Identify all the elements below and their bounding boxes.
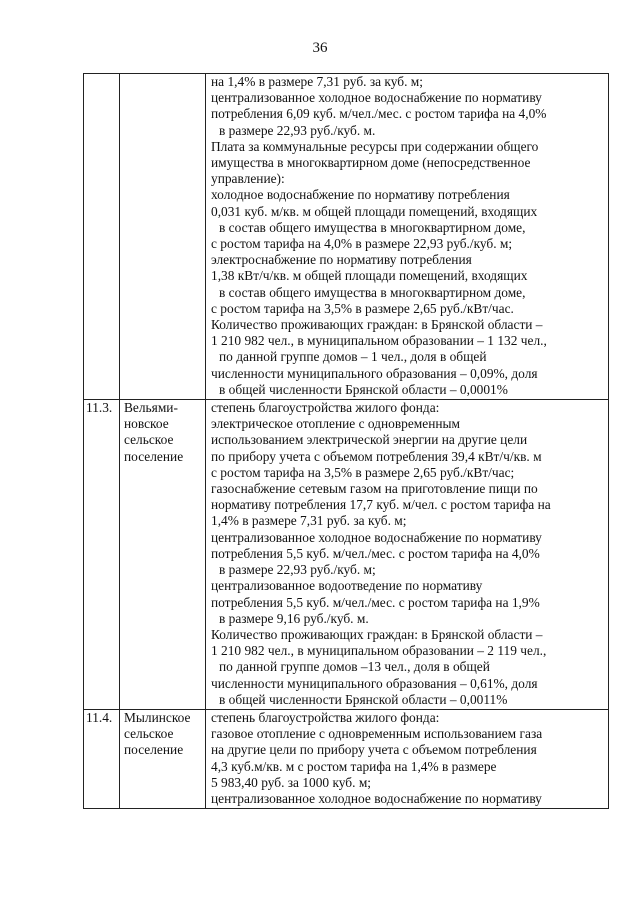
description-line: электроснабжение по нормативу потребления: [211, 252, 472, 268]
description-line: использованием электрической энергии на другие цели: [211, 432, 528, 448]
page-number: 36: [312, 40, 328, 56]
row-number: 11.3.: [84, 400, 120, 710]
description-line: на другие цели по прибору учета с объемом потребления: [211, 742, 537, 758]
description-line: в состав общего имущества в многоквартирном доме,: [219, 219, 526, 235]
description-line: численности муниципального образования – 0,09%, доля: [211, 365, 538, 381]
settlement-name-line: новское: [124, 416, 169, 432]
description-line: нормативу потребления 17,7 куб. м/чел. с ростом тарифа на: [211, 497, 551, 513]
description-line: в размере 22,93 руб./куб. м.: [219, 122, 376, 138]
description-line: степень благоустройства жилого фонда:: [211, 709, 440, 725]
settlement-name-line: сельское: [124, 726, 174, 742]
description-line: 1 210 982 чел., в муниципальном образовании – 1 132 чел.,: [211, 333, 547, 349]
description-line: в общей численности Брянской области – 0,0011%: [219, 691, 508, 707]
description-line: с ростом тарифа на 3,5% в размере 2,65 руб./кВт/час;: [211, 464, 515, 480]
description-line: электрическое отопление с одновременным: [211, 416, 461, 432]
description-line: в состав общего имущества в многоквартирном доме,: [219, 284, 526, 300]
description-line: потребления 6,09 куб. м/чел./мес. с ростом тарифа на 4,0%: [211, 106, 547, 122]
description-line: потребления 5,5 куб. м/чел./мес. с ростом тарифа на 1,9%: [211, 594, 540, 610]
description-line: по прибору учета с объемом потребления 39,4 кВт/ч/кв. м: [211, 448, 542, 464]
description-line: в размере 22,93 руб./куб. м;: [219, 562, 376, 578]
description-line: в общей численности Брянской области – 0,0001%: [219, 381, 508, 397]
description-line: 1,38 кВт/ч/кв. м общей площади помещений, входящих: [211, 268, 528, 284]
description-line: 4,3 куб.м/кв. м с ростом тарифа на 1,4% в размере: [211, 758, 497, 774]
description-line: 1,4% в размере 7,31 руб. за куб. м;: [211, 513, 407, 529]
description-line: газоснабжение сетевым газом на приготовление пищи по: [211, 481, 538, 497]
table-row: [84, 74, 609, 400]
settlement-name-line: сельское: [124, 432, 174, 448]
description-line: Количество проживающих граждан: в Брянской области –: [211, 626, 543, 642]
description-line: управление):: [211, 171, 285, 187]
description-line: 0,031 куб. м/кв. м общей площади помещений, входящих: [211, 203, 538, 219]
description-line: Плата за коммунальные ресурсы при содержании общего: [211, 138, 539, 154]
description-line: с ростом тарифа на 3,5% в размере 2,65 руб./кВт/час.: [211, 300, 514, 316]
table-row: [84, 709, 609, 808]
description-line: степень благоустройства жилого фонда:: [211, 400, 440, 416]
description-line: 1 210 982 чел., в муниципальном образовании – 2 119 чел.,: [211, 643, 547, 659]
description-line: Количество проживающих граждан: в Брянской области –: [211, 317, 543, 333]
description-line: численности муниципального образования – 0,61%, доля: [211, 675, 538, 691]
description-line: централизованное холодное водоснабжение по нормативу: [211, 90, 542, 106]
settlement-name-line: Вельями-: [124, 400, 178, 416]
description-line: потребления 5,5 куб. м/чел./мес. с ростом тарифа на 4,0%: [211, 545, 540, 561]
settlement-name-line: поселение: [124, 448, 184, 464]
description-line: централизованное холодное водоснабжение по нормативу: [211, 529, 542, 545]
settlement-name: [120, 400, 206, 710]
description-line: газовое отопление с одновременным использованием газа: [211, 726, 543, 742]
table-row: [84, 400, 609, 710]
description-line: имущества в многоквартирном доме (непосредственное: [211, 155, 531, 171]
description-line: на 1,4% в размере 7,31 руб. за куб. м;: [211, 74, 423, 89]
description-line: 5 983,40 руб. за 1000 куб. м;: [211, 774, 372, 790]
settlement-name: [120, 74, 206, 400]
description-line: централизованное холодное водоснабжение по нормативу: [211, 790, 542, 806]
tariff-table: [83, 73, 609, 809]
description-line: в размере 9,16 руб./куб. м.: [219, 610, 369, 626]
description-line: холодное водоснабжение по нормативу потребления: [211, 187, 510, 203]
row-number: 11.4.: [84, 709, 120, 808]
settlement-name-line: Мылинское: [124, 709, 191, 725]
table-body: [84, 74, 609, 809]
tariff-description: [206, 709, 609, 808]
row-number: [84, 74, 120, 400]
description-line: централизованное водоотведение по нормативу: [211, 578, 483, 594]
description-line: по данной группе домов –13 чел., доля в общей: [219, 659, 490, 675]
settlement-name: [120, 709, 206, 808]
tariff-description: [206, 74, 609, 400]
description-line: по данной группе домов – 1 чел., доля в общей: [219, 349, 487, 365]
settlement-name-line: поселение: [124, 742, 184, 758]
tariff-description: [206, 400, 609, 710]
description-line: с ростом тарифа на 4,0% в размере 22,93 руб./куб. м;: [211, 236, 513, 252]
